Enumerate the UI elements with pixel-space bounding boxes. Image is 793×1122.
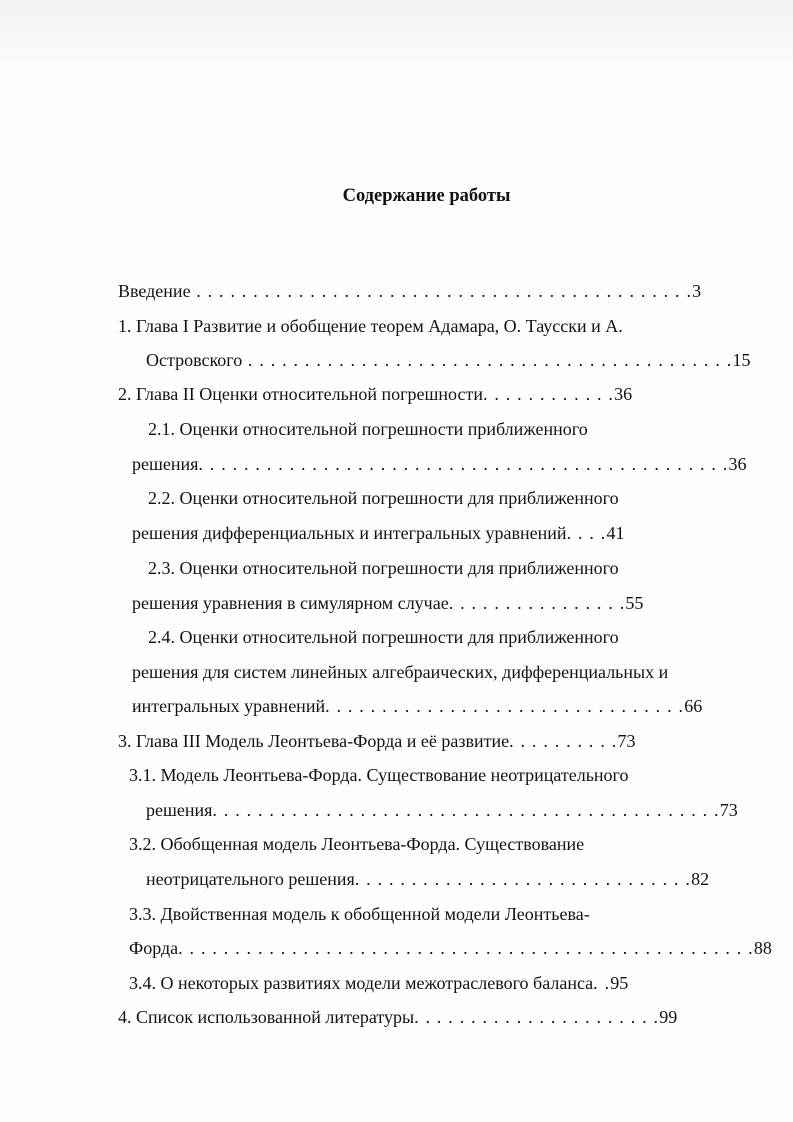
toc-page-number: 41 [606, 523, 625, 543]
toc-page-number: 95 [610, 973, 629, 993]
dot-leader: . . . . . . . . . . . . . . . . . . . . . . . . . . . . . . . . [325, 696, 685, 716]
toc-page-number: 73 [719, 800, 738, 820]
toc-entry-text: решения [146, 800, 213, 820]
toc-entry-text: 3.4. О некоторых развитиях модели межотраслевого баланса [129, 973, 594, 993]
dot-leader: . . . . . . . . . . [509, 731, 618, 751]
dot-leader: . . . . [566, 523, 607, 543]
toc-page-number: 99 [659, 1007, 678, 1027]
dot-leader: . . . . . . . . . . . . . . . . . . . . . . . . . . . . . . . . . . . . . . . . . . . . . . . [198, 454, 729, 474]
toc-line [118, 729, 635, 753]
toc-entry-text: Введение [118, 281, 191, 301]
toc-entry-text: 2.3. Оценки относительной погрешности для приближенного [148, 558, 619, 578]
toc-line [146, 798, 738, 822]
toc-line [148, 625, 619, 649]
toc-line [129, 763, 629, 787]
toc-entry-text: 3.2. Обобщенная модель Леонтьева-Форда. Существование [129, 834, 585, 854]
scan-shadow [0, 0, 793, 84]
dot-leader: . . . . . . . . . . . . . . . . . . . . . . . . . . . . . . . . . . . . . . . . . . . . . . . . . . . [178, 938, 754, 958]
toc-line [129, 936, 772, 960]
dot-leader: . . . . . . . . . . . . . . . . [448, 593, 626, 613]
toc-entry-text: 1. Глава I Развитие и обобщение теорем Адамара, О. Таусски и А. [118, 316, 623, 336]
toc-line [146, 348, 750, 372]
toc-page-number: 55 [625, 593, 644, 613]
toc-line [118, 1005, 677, 1029]
page-title: Содержание работы [342, 186, 511, 206]
toc-entry-text: 3. Глава III Модель Леонтьева-Форда и её развитие [118, 731, 510, 751]
toc-entry-text: интегральных уравнений [132, 696, 326, 716]
toc-entry-text: решения для систем линейных алгебраических, дифференциальных и [132, 662, 669, 682]
toc-page-number: 3 [692, 281, 702, 301]
toc-line [148, 417, 588, 441]
dot-leader: . . . . . . . . . . . . . . . . . . . . . . . . . . . . . . . . . . . . . . . . . . . . [190, 281, 693, 301]
toc-line [129, 832, 584, 856]
toc-page-number: 88 [753, 938, 772, 958]
toc-line [118, 314, 623, 338]
toc-line [129, 902, 590, 926]
toc-page-number: 15 [732, 350, 751, 370]
toc-page-number: 66 [684, 696, 703, 716]
toc-line [132, 660, 668, 684]
toc-entry-text: 2.2. Оценки относительной погрешности для приближенного [148, 488, 619, 508]
toc-line [132, 452, 747, 476]
dot-leader: . . . . . . . . . . . . [482, 384, 615, 404]
toc-page-number: 36 [614, 384, 633, 404]
dot-leader: . . [593, 973, 611, 993]
toc-entry-text: неотрицательного решения [146, 869, 355, 889]
toc-line [118, 279, 701, 303]
toc-line [132, 694, 702, 718]
toc-page-number: 73 [617, 731, 636, 751]
toc-entry-text: 4. Список использованной литературы [118, 1007, 415, 1027]
toc-page-number: 82 [691, 869, 710, 889]
toc-line [132, 521, 624, 545]
toc-entry-text: 2.1. Оценки относительной погрешности приближенного [148, 419, 588, 439]
toc-entry-text: 3.1. Модель Леонтьева-Форда. Существование неотрицательного [129, 765, 629, 785]
toc-entry-text: решения уравнения в симулярном случае [132, 593, 449, 613]
toc-page-number: 36 [728, 454, 747, 474]
toc-line [146, 867, 709, 891]
dot-leader: . . . . . . . . . . . . . . . . . . . . . . [414, 1007, 660, 1027]
toc-line [148, 556, 619, 580]
toc-entry-text: 2.4. Оценки относительной погрешности для приближенного [148, 627, 619, 647]
dot-leader: . . . . . . . . . . . . . . . . . . . . . . . . . . . . . . [354, 869, 692, 889]
toc-line [118, 382, 632, 406]
toc-line [129, 971, 628, 995]
toc-entry-text: Островского [146, 350, 243, 370]
toc-entry-text: 3.3. Двойственная модель к обобщенной модели Леонтьева- [129, 904, 590, 924]
dot-leader: . . . . . . . . . . . . . . . . . . . . . . . . . . . . . . . . . . . . . . . . . . . . . [212, 800, 720, 820]
toc-entry-text: Форда [129, 938, 179, 958]
toc-line [148, 486, 619, 510]
dot-leader: . . . . . . . . . . . . . . . . . . . . . . . . . . . . . . . . . . . . . . . . . . . [242, 350, 733, 370]
toc-line [132, 591, 643, 615]
toc-entry-text: 2. Глава II Оценки относительной погрешности [118, 384, 483, 404]
toc-entry-text: решения дифференциальных и интегральных уравнений [132, 523, 567, 543]
toc-entry-text: решения [132, 454, 199, 474]
